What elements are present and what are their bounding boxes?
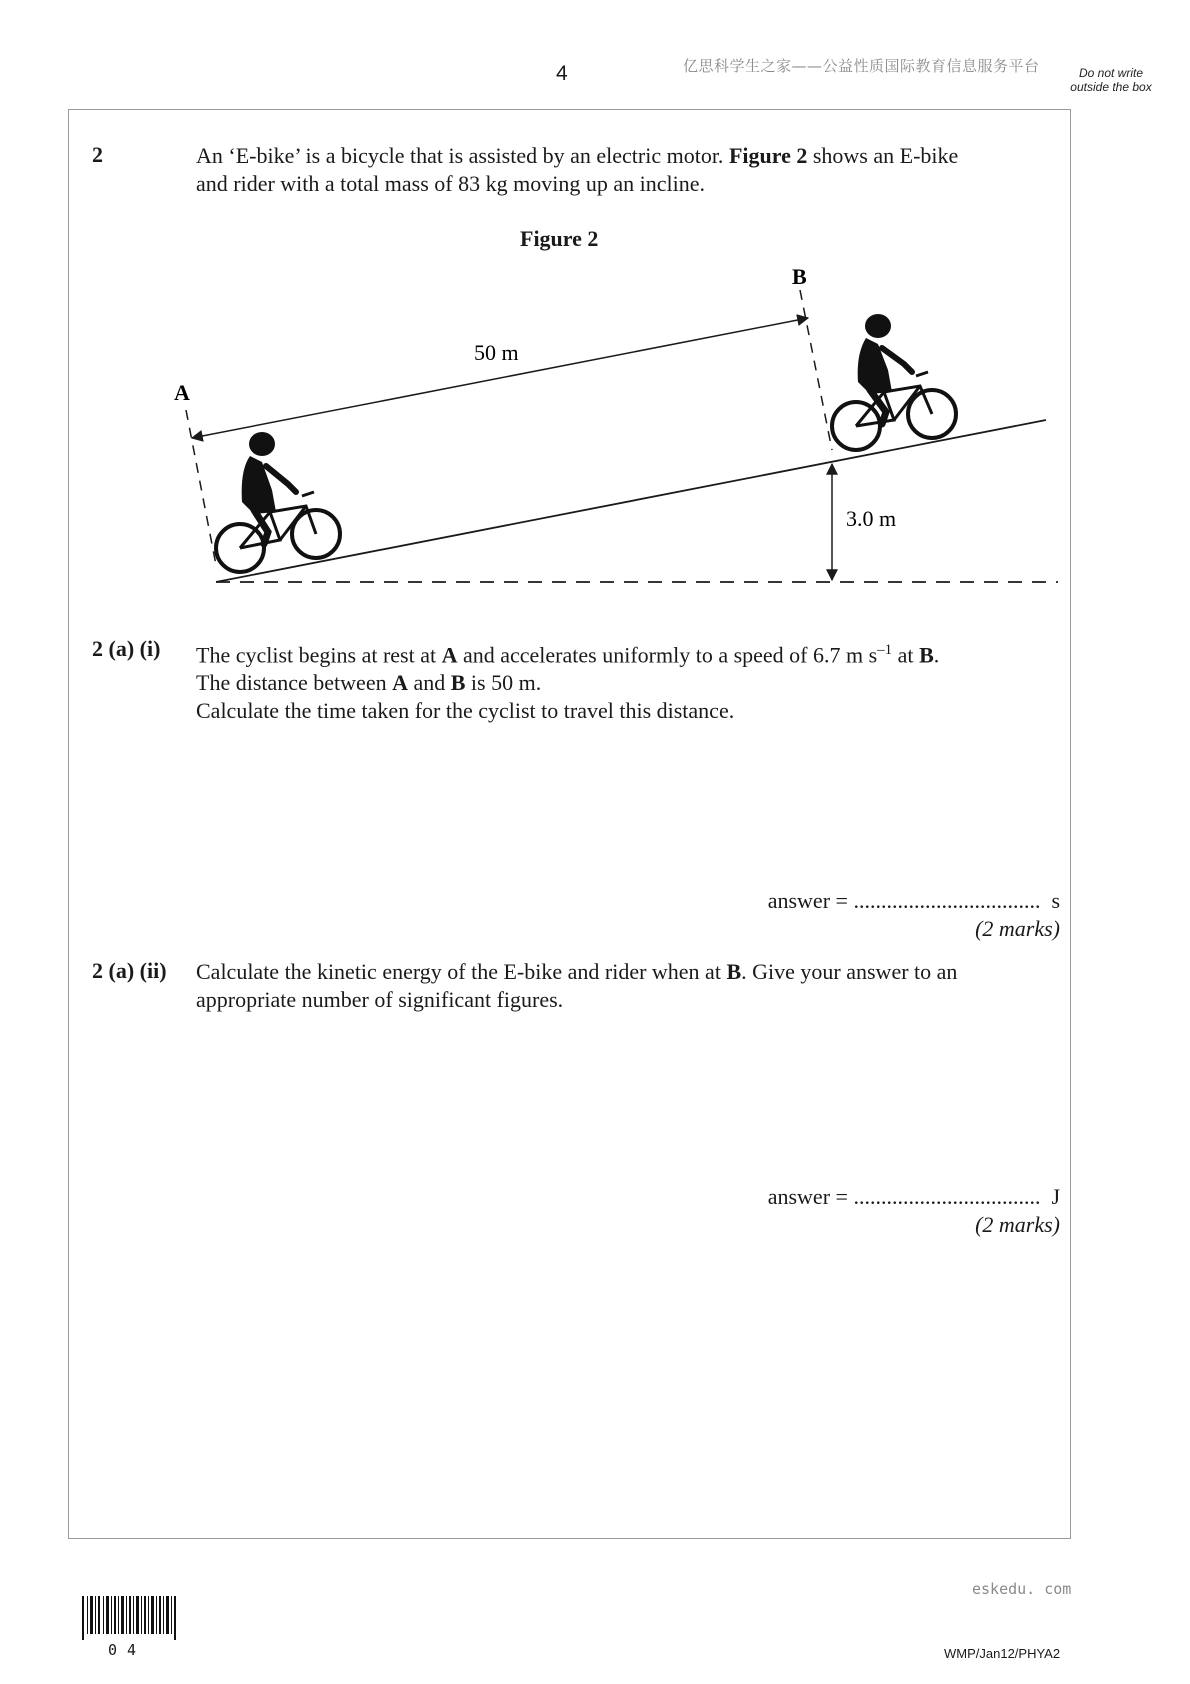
dashed-perpendicular-b	[800, 290, 832, 450]
question-intro: An ‘E-bike’ is a bicycle that is assisted by an electric motor. Figure 2 shows an E-bike and rider with a total mass of 83 kg moving up an incline.	[196, 143, 959, 196]
answer-line-a-ii[interactable]: answer = .................................. J	[767, 1184, 1060, 1209]
header-watermark: 亿思科学生之家——公益性质国际教育信息服务平台	[683, 57, 1040, 75]
part-a-i-text: The cyclist begins at rest at A and accelerates uniformly to a speed of 6.7 m $s^{-1}$ at B. The distance between A and B is 50 m. Calculate the time taken for the cyclist to travel this distance.	[196, 642, 940, 724]
cyclist-b-icon	[832, 314, 956, 450]
label-a: A	[174, 380, 190, 405]
page-number: 4	[556, 62, 568, 85]
marks-a-ii: (2 marks)	[975, 1212, 1060, 1237]
footer-watermark: eskedu. com	[972, 1580, 1072, 1598]
part-a-ii-text: Calculate the kinetic energy of the E-bike and rider when at B. Give your answer to an appropriate number of significant figures.	[196, 959, 958, 1012]
barcode-digits: 04	[108, 1641, 147, 1659]
distance-label: 50 m	[474, 340, 519, 365]
label-b: B	[792, 264, 807, 289]
answer-line-a-i[interactable]: answer = .................................. s	[767, 888, 1060, 913]
cyclist-a-icon	[216, 432, 340, 572]
distance-arrow	[192, 318, 808, 438]
part-a-ii-number: 2 (a) (ii)	[92, 958, 167, 983]
marks-a-i: (2 marks)	[975, 916, 1060, 941]
dashed-perpendicular-a	[186, 410, 216, 565]
barcode-icon	[82, 1596, 178, 1640]
footer-code: WMP/Jan12/PHYA2	[944, 1646, 1061, 1661]
incline-line	[216, 420, 1046, 582]
margin-note: Do not write outside the box	[1070, 66, 1152, 94]
figure-title: Figure 2	[520, 226, 599, 251]
part-a-i-number: 2 (a) (i)	[92, 636, 161, 661]
figure-2-diagram	[0, 0, 1190, 620]
question-number: 2	[92, 142, 103, 167]
height-label: 3.0 m	[846, 506, 897, 531]
